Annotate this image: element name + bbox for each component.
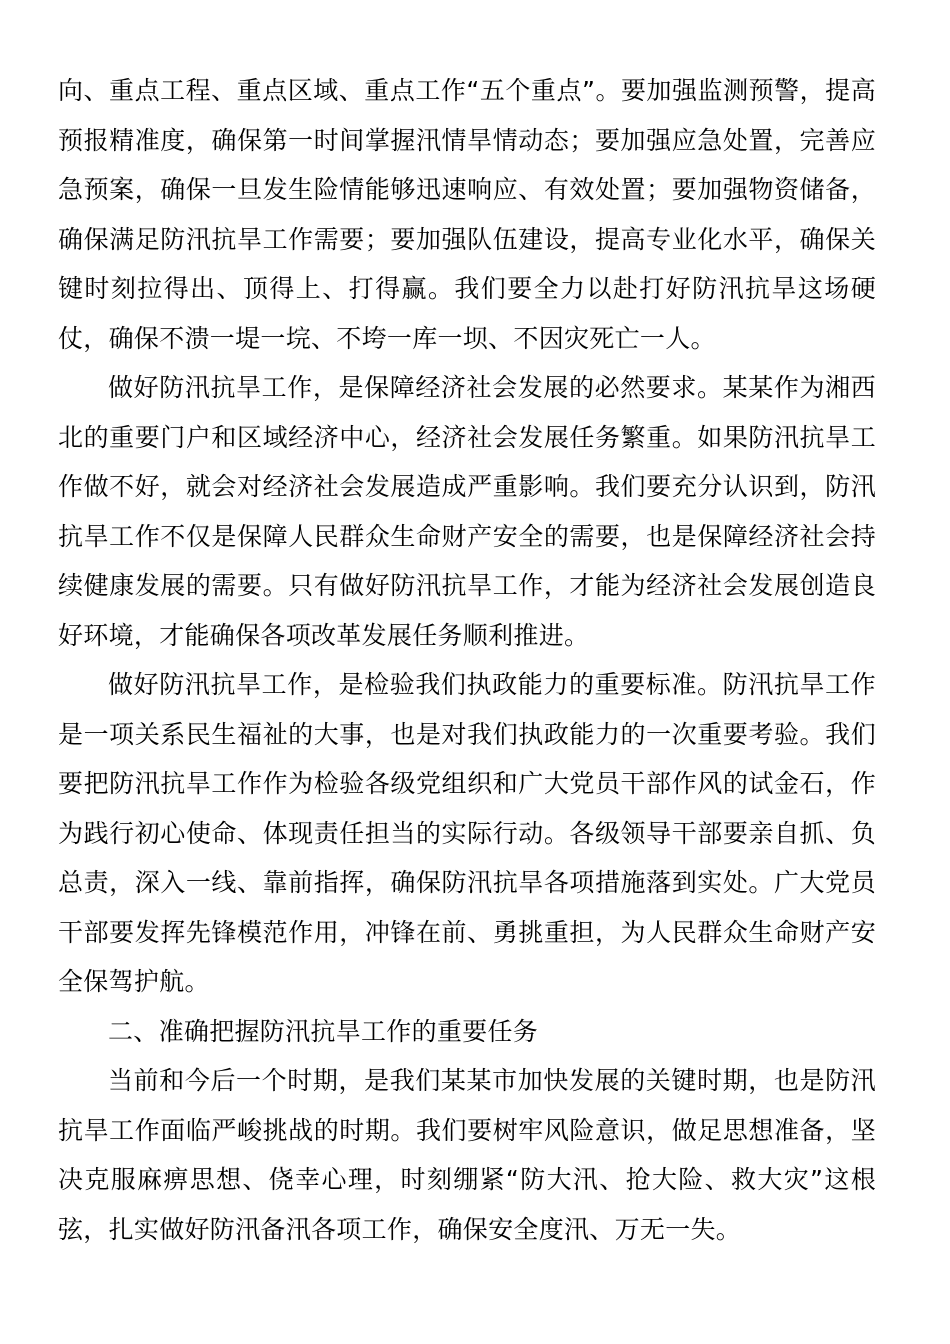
paragraph-current-period: 当前和今后一个时期，是我们某某市加快发展的关键时期，也是防汛抗旱工作面临严峻挑战的时期。我们要树牢风险意识，做足思想准备，坚决克服麻痹思想、侥幸心理，时刻绷紧“防大汛、抢大险、救大灾”这根弦，扎实做好防汛备汛各项工作，确保安全度汛、万无一失。 [58,1066,876,1244]
paragraph-economic-development: 做好防汛抗旱工作，是保障经济社会发展的必然要求。某某作为湘西北的重要门户和区域经济中心，经济社会发展任务繁重。如果防汛抗旱工作做不好，就会对经济社会发展造成严重影响。我们要充分认识到，防汛抗旱工作不仅是保障人民群众生命财产安全的需要，也是保障经济社会持续健康发展的需要。只有做好防汛抗旱工作，才能为经济社会发展创造良好环境，才能确保各项改革发展任务顺利推进。 [58,373,876,650]
paragraph-governance-ability: 做好防汛抗旱工作，是检验我们执政能力的重要标准。防汛抗旱工作是一项关系民生福祉的大事，也是对我们执政能力的一次重要考验。我们要把防汛抗旱工作作为检验各级党组织和广大党员干部作风的试金石，作为践行初心使命、体现责任担当的实际行动。各级领导干部要亲自抓、负总责，深入一线、靠前指挥，确保防汛抗旱各项措施落到实处。广大党员干部要发挥先锋模范作用，冲锋在前、勇挑重担，为人民群众生命财产安全保驾护航。 [58,670,876,996]
document-page [58,66,876,1254]
paragraph-continued: 向、重点工程、重点区域、重点工作“五个重点”。要加强监测预警，提高预报精准度，确保第一时间掌握汛情旱情动态；要加强应急处置，完善应急预案，确保一旦发生险情能够迅速响应、有效处置；要加强物资储备，确保满足防汛抗旱工作需要；要加强队伍建设，提高专业化水平，确保关键时刻拉得出、顶得上、打得赢。我们要全力以赴打好防汛抗旱这场硬仗，确保不溃一堤一垸、不垮一库一坝、不因灾死亡一人。 [58,76,876,353]
section-heading: 二、准确把握防汛抗旱工作的重要任务 [108,1016,539,1046]
